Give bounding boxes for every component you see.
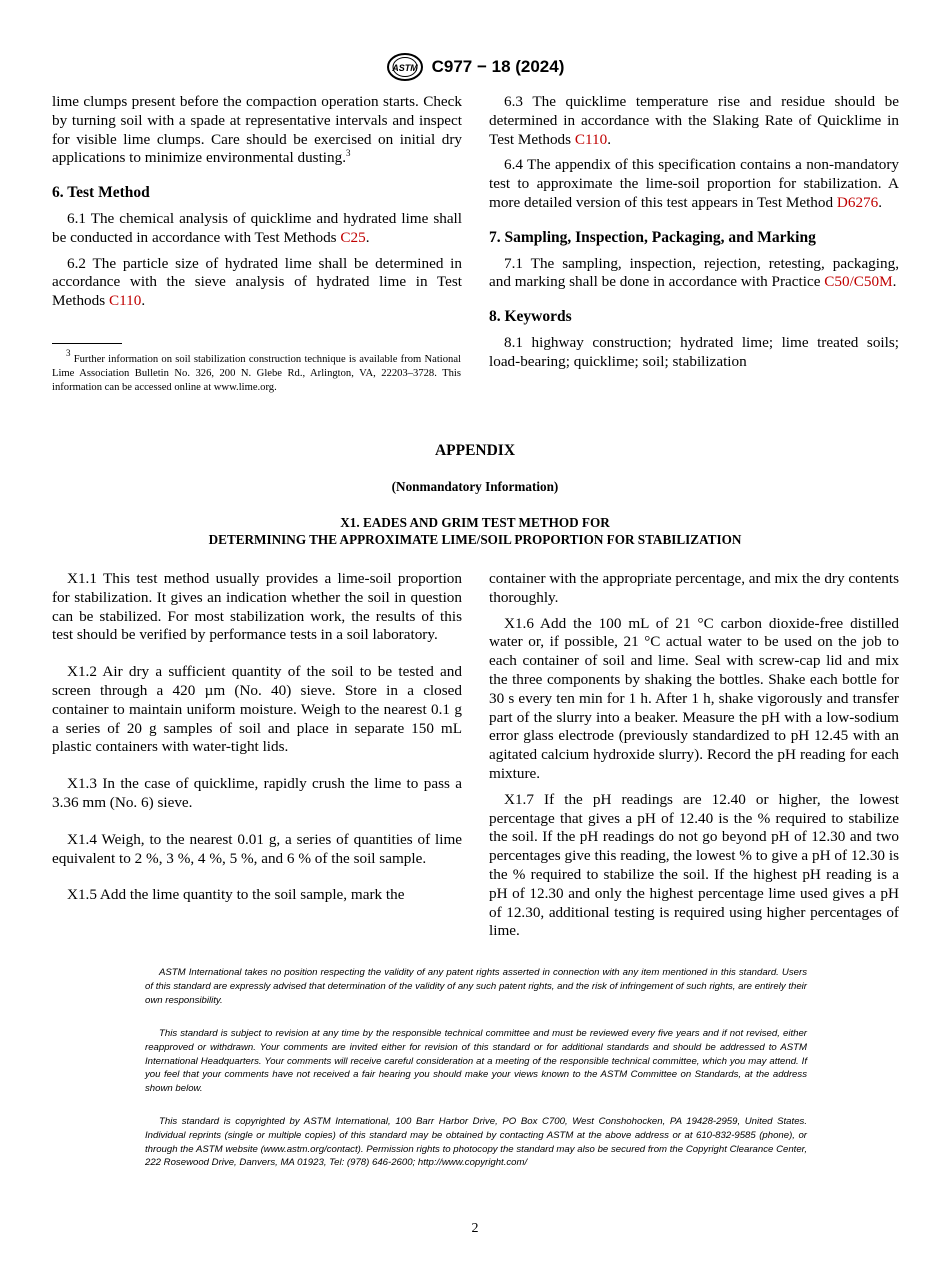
svg-text:ASTM: ASTM xyxy=(391,63,418,73)
paragraph-8-1: 8.1 highway construction; hydrated lime; lime treated soils; load-bearing; quicklime; soil; stabilization xyxy=(489,333,899,370)
paragraph-6-3: 6.3 The quicklime temperature rise and residue should be determined in accordance with the Slaking Rate of Quicklime in Test Methods C110. xyxy=(489,93,899,148)
left-column-upper xyxy=(52,93,462,311)
footnote: $^3$ Further information on soil stabilization construction technique is available from National Lime Association Bulletin No. 326, 200 N. Glebe Rd., Arlington, VA, 22203–3728. This information can be accessed online at www.lime.org. xyxy=(52,348,461,394)
paragraph-x1-6: X1.6 Add the 100 mL of 21 °C carbon dioxide-free distilled water or, if possible, 21 °C actual water to be used on the job to each container of soil and lime. Seal with screw-cap lid and mix the three components by shaking the bottles. Shake each bottle for 30 s every ten min for 1 h. After 1 h, shake vigorously and transfer part of the slurry into a beaker. Measure the pH with a low-sodium error glass electrode (previously standardized to pH 12.45 with an agitated calcium hydroxide slurry). Record the pH reading for each mixture. xyxy=(489,614,899,782)
paragraph-x1-4: X1.4 Weigh, to the nearest 0.01 g, a series of quantities of lime equivalent to 2 %, 3 %, 4 %, 5 %, and 6 % of the soil sample. xyxy=(52,830,462,867)
legal-notice-patent: ASTM International takes no position respecting the validity of any patent rights asserted in connection with any item mentioned in this standard. Users of this standard are expressly advised that determination of the validity of any such patent rights, and the risk of infringement of such rights, are entirely their own responsibility. xyxy=(145,967,807,1006)
paragraph-x1-2: X1.2 Air dry a sufficient quantity of the soil to be tested and screen through a 420 µm (No. 40) sieve. Store in a closed container to maintain uniform moisture. Weigh to the nearest 0.1 g a series of 20 g samples of soil and place in separate 150 mL plastic containers with water-tight lids. xyxy=(52,663,462,756)
paragraph-x1-5: X1.5 Add the lime quantity to the soil sample, mark the xyxy=(67,886,405,904)
appendix-subtitle: (Nonmandatory Information) xyxy=(391,479,559,494)
ref-link-c110[interactable]: C110 xyxy=(108,292,142,310)
paragraph-x1-1: X1.1 This test method usually provides a lime-soil proportion for stabilization. It gives an indication whether the soil in question can be stabilized. For most stabilization work, the results of this test should be verified by performance tests in a soil laboratory. xyxy=(52,570,462,644)
ref-link-c50[interactable]: C50/C50M xyxy=(824,273,893,291)
paragraph-x1-5-continuation: container with the appropriate percentage, and mix the dry contents thoroughly. xyxy=(489,570,899,606)
right-column-upper xyxy=(489,93,899,372)
legal-notice-copyright: This standard is copyrighted by ASTM International, 100 Barr Harbor Drive, PO Box C700, West Conshohocken, PA 19428-2959, United States. Individual reprints (single or multiple copies) of this standard may be obtained by contacting ASTM at the above address or at 610-832-9585 (phone), or through the ASTM website (www.astm.org/contact). Permission rights to photocopy the standard may also be secured from the Copyright Clearance Center, 222 Rosewood Drive, Danvers, MA 01923, Tel: (978) 646-2600; http://www.copyright.com/ xyxy=(145,1116,807,1169)
section-6-heading: 6. Test Method xyxy=(52,184,150,202)
paragraph-7-1: 7.1 The sampling, inspection, rejection, retesting, packaging, and marking shall be done in accordance with Practice C50/C50M. xyxy=(489,254,899,291)
x1-title: X1. EADES AND GRIM TEST METHOD FOR DETERMINING THE APPROXIMATE LIME/SOIL PROPORTION FOR STABILIZATION xyxy=(208,515,742,547)
footnote-marker[interactable]: 3 xyxy=(346,148,351,159)
footnote-divider xyxy=(52,343,122,344)
paragraph-6-1: 6.1 The chemical analysis of quicklime and hydrated lime shall be conducted in accordance with Test Methods C25. xyxy=(52,209,462,246)
astm-logo-icon xyxy=(386,52,424,82)
appendix-left-column xyxy=(52,570,462,905)
paragraph-6-4: 6.4 The appendix of this specification contains a non-mandatory test to approximate the lime-soil proportion for stabilization. A more detailed version of this test appears in Test Method D6276. xyxy=(489,156,899,211)
paragraph-6-2: 6.2 The particle size of hydrated lime shall be determined in accordance with the sieve analysis of hydrated lime in Test Methods C110. xyxy=(52,254,462,310)
page-header xyxy=(0,52,950,87)
ref-link-d6276[interactable]: D6276 xyxy=(836,193,879,211)
section-8-heading: 8. Keywords xyxy=(489,308,572,326)
document-id: C977 − 18 (2024) xyxy=(431,57,565,76)
section-7-heading: 7. Sampling, Inspection, Packaging, and Marking xyxy=(489,228,816,246)
ref-link-c110[interactable]: C110 xyxy=(574,130,608,148)
paragraph-x1-3: X1.3 In the case of quicklime, rapidly crush the lime to pass a 3.36 mm (No. 6) sieve. xyxy=(52,775,462,811)
paragraph-x1-7: X1.7 If the pH readings are 12.40 or higher, the lowest percentage that gives a pH of 12.40 is the % required to stabilize the soil. If the pH readings do not go beyond pH of 12.30 and two percentages give this reading, the lowest % to give a pH of 12.30 is the % required to stabilize the soil. If the highest pH reading is a pH of 12.30 and only the highest percentage lime used gives a pH of 12.30, additional testing is required using higher percentages of lime. xyxy=(489,790,899,940)
legal-notice-revision: This standard is subject to revision at any time by the responsible technical committee and must be reviewed every five years and if not revised, either reapproved or withdrawn. Your comments are invited either for revision of this standard or for additional standards and should be addressed to ASTM International Headquarters. Your comments will receive careful consideration at a meeting of the responsible technical committee, which you may attend. If you feel that your comments have not received a fair hearing you should make your views known to the ASTM Committee on Standards, at the address shown below. xyxy=(145,1028,807,1095)
appendix-title: APPENDIX xyxy=(434,442,516,459)
paragraph-continuation: lime clumps present before the compaction operation starts. Check by turning soil with a spade at representative intervals and inspect for visible lime clumps. Care should be exercised on initial dry applications to minimize environmental dusting.$^3$ xyxy=(52,93,462,167)
page-number: 2 xyxy=(471,1221,479,1236)
ref-link-c25[interactable]: C25 xyxy=(340,228,366,246)
appendix-right-column xyxy=(489,570,899,941)
